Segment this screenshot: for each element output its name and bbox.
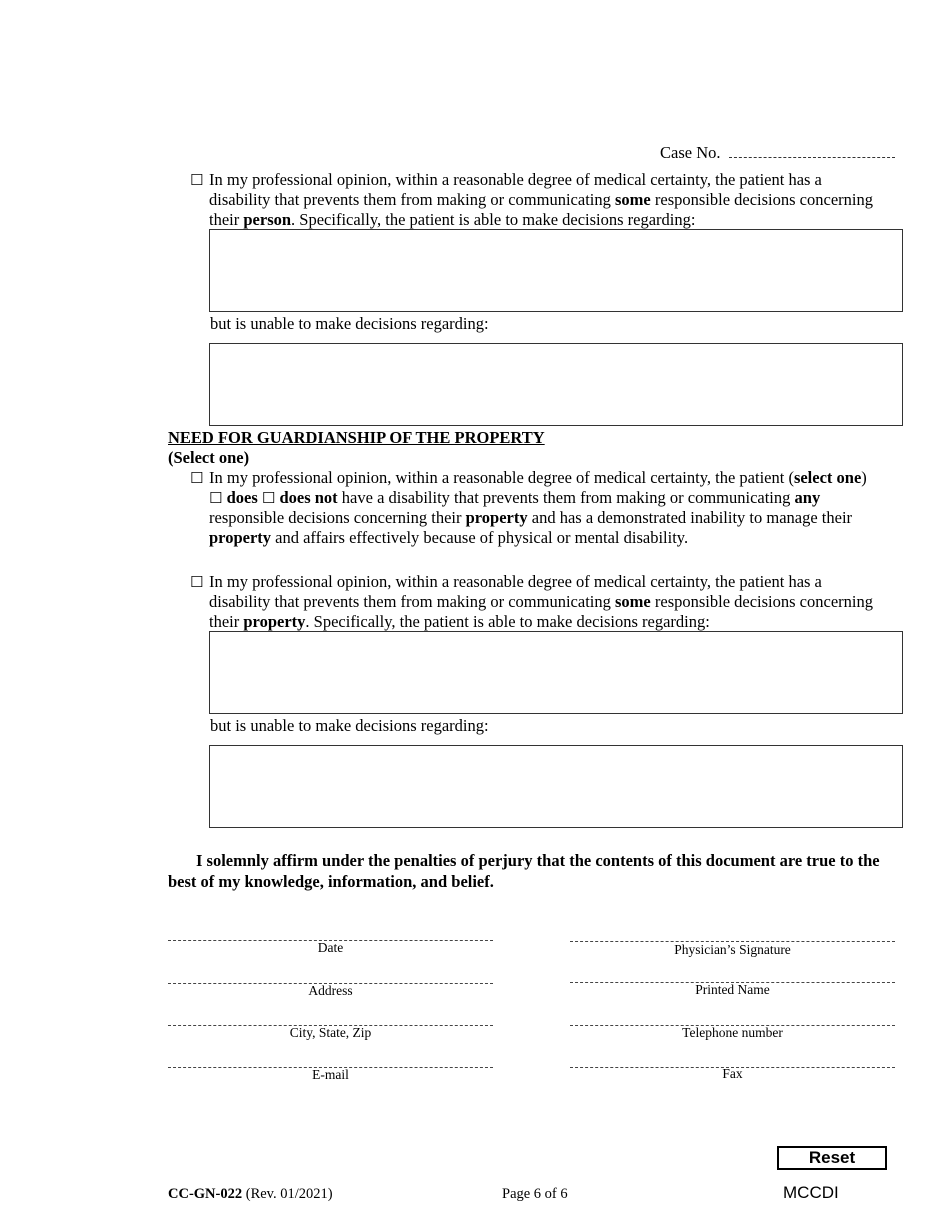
property-any-line4-bold: property [209,528,272,547]
form-code-id: CC-GN-022 [168,1186,243,1202]
property-any-line2-bold: any [794,488,821,507]
property-some-checkbox[interactable]: ☐ [190,573,204,591]
property-any-option [190,468,910,548]
property-section-title: NEED FOR GUARDIANSHIP OF THE PROPERTY [168,428,545,447]
property-unable-label: but is unable to make decisions regarding: [210,716,489,735]
form-revision: (Rev. 01/2021) [242,1186,333,1202]
property-some-line3-post: . Specifically, the patient is able to make decisions regarding: [305,612,710,631]
property-some-line1: In my professional opinion, within a reasonable degree of medical certainty, the patient has a [209,572,822,591]
address-label: Address [308,983,353,998]
person-some-line2-bold: some [615,190,651,209]
person-some-line3-bold: person [243,210,292,229]
case-number [660,143,895,163]
perjury-affirmation: I solemnly affirm under the penalties of perjury that the contents of this document are true to the best of my knowledge, information, and belief. [168,851,880,891]
date-label: Date [317,940,344,955]
property-able-decisions-field[interactable] [209,631,903,714]
does-checkbox[interactable]: ☐ [209,489,223,507]
case-number-label: Case No. [660,143,721,162]
property-any-line1-bold: select one [793,468,862,487]
property-any-line2-post: have a disability that prevents them from making or communicating [337,488,795,507]
does-not-label: does not [279,488,338,507]
property-unable-decisions-field[interactable] [209,745,903,828]
person-able-decisions-field[interactable] [209,229,903,312]
person-unable-label: but is unable to make decisions regarding: [210,314,489,333]
org-code: MCCDI [783,1183,839,1202]
property-some-line3-pre: their [209,612,244,631]
property-any-line3-bold: property [465,508,528,527]
physician-signature-label: Physician’s Signature [674,942,791,957]
property-any-line3-pre: responsible decisions concerning their [209,508,466,527]
property-any-line1-post: ) [861,468,867,487]
person-some-line3-pre: their [209,210,244,229]
person-some-line1: In my professional opinion, within a reasonable degree of medical certainty, the patient has a [209,170,822,189]
does-label: does [226,488,258,507]
form-code [168,1186,333,1203]
property-some-line3-bold: property [243,612,306,631]
property-some-line2-bold: some [615,592,651,611]
does-not-checkbox[interactable]: ☐ [261,489,276,507]
property-any-line4-post: and affairs effectively because of physical or mental disability. [271,528,689,547]
case-number-field[interactable] [729,144,895,158]
reset-button[interactable]: Reset [777,1146,887,1170]
person-some-line3-post: . Specifically, the patient is able to make decisions regarding: [291,210,696,229]
property-some-line2-post: responsible decisions concerning [650,592,873,611]
email-label: E-mail [312,1067,349,1082]
property-select-one: (Select one) [168,448,250,467]
property-any-line1-pre: In my professional opinion, within a reasonable degree of medical certainty, the patient ( [209,468,794,487]
page-number: Page 6 of 6 [502,1186,568,1202]
telephone-label: Telephone number [682,1025,783,1040]
property-any-line3-post: and has a demonstrated inability to manage their [527,508,853,527]
person-some-line2-post: responsible decisions concerning [650,190,873,209]
person-some-checkbox[interactable]: ☐ [190,171,204,189]
property-some-option [190,572,910,632]
printed-name-label: Printed Name [695,982,770,997]
person-some-option [190,170,910,230]
property-any-checkbox[interactable]: ☐ [190,469,204,487]
property-some-line2-pre: disability that prevents them from making or communicating [209,592,615,611]
city-state-zip-label: City, State, Zip [289,1025,372,1040]
fax-label: Fax [722,1066,743,1081]
person-some-line2-pre: disability that prevents them from making or communicating [209,190,615,209]
person-unable-decisions-field[interactable] [209,343,903,426]
